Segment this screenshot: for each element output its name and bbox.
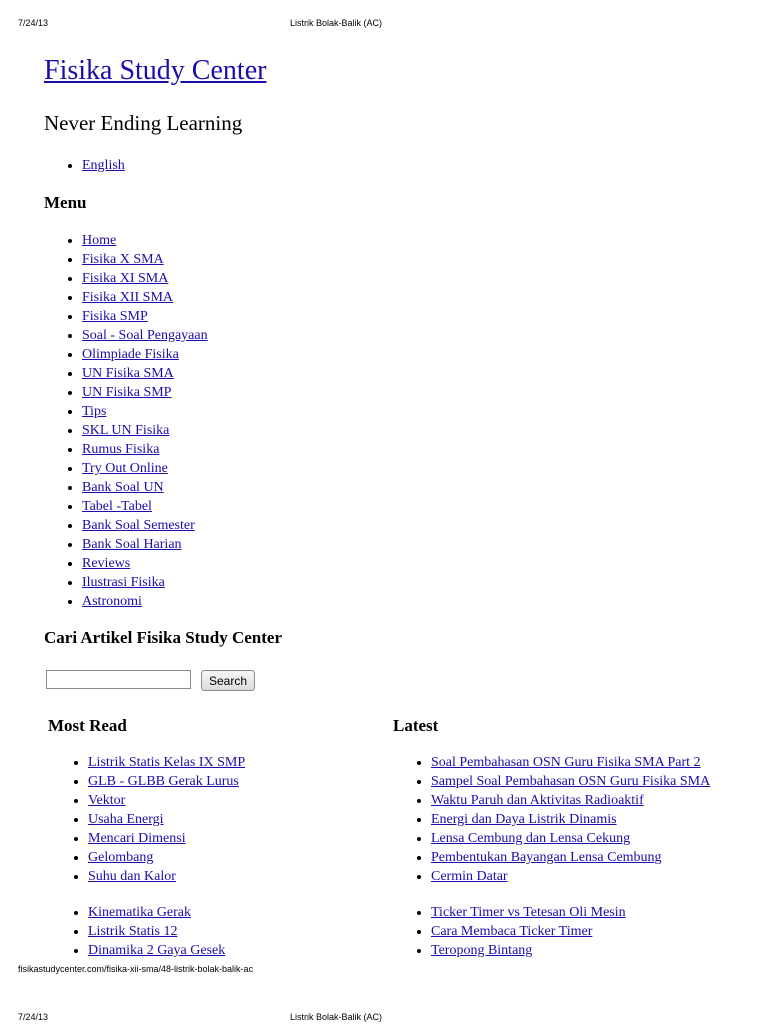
most-read-list-2 [68,903,225,960]
menu-item-link[interactable]: UN Fisika SMA [82,366,174,381]
menu-item-link[interactable]: Fisika XII SMA [82,290,174,305]
menu-item-link[interactable]: Fisika SMP [82,309,148,324]
list-item [82,402,208,421]
list-item [88,922,225,941]
menu-item-link[interactable]: Try Out Online [82,461,168,476]
menu-item-link[interactable]: Astronomi [82,594,142,609]
latest-list [411,753,710,886]
menu-item-link[interactable]: Tips [82,404,107,419]
menu-item-link[interactable]: Bank Soal Harian [82,537,182,552]
list-item [88,867,245,886]
list-item [82,288,208,307]
list-item [82,421,208,440]
list-item [88,941,225,960]
list-item [82,156,125,175]
list-item [82,250,208,269]
print-date: 7/24/13 [18,18,49,28]
list-item [431,810,710,829]
latest-item-link[interactable]: Cara Membaca Ticker Timer [431,924,593,939]
list-item [431,791,710,810]
list-item [431,922,626,941]
most-read-item-link[interactable]: Vektor [88,793,126,808]
most-read-item-link[interactable]: GLB - GLBB Gerak Lurus [88,774,239,789]
list-item [82,459,208,478]
print-footer-url: fisikastudycenter.com/fisika-xii-sma/48-listrik-bolak-balik-ac [18,964,254,974]
list-item [88,753,245,772]
language-link-english[interactable]: English [82,158,125,173]
menu-item-link[interactable]: Fisika X SMA [82,252,164,267]
list-item [431,753,710,772]
list-item [88,848,245,867]
search-heading: Cari Artikel Fisika Study Center [44,628,282,647]
latest-item-link[interactable]: Waktu Paruh dan Aktivitas Radioaktif [431,793,644,808]
list-item [431,903,626,922]
latest-item-link[interactable]: Ticker Timer vs Tetesan Oli Mesin [431,905,626,920]
most-read-item-link[interactable]: Listrik Statis 12 [88,924,178,939]
latest-item-link[interactable]: Cermin Datar [431,869,508,884]
latest-item-link[interactable]: Energi dan Daya Listrik Dinamis [431,812,617,827]
menu-list [62,231,208,611]
list-item [82,269,208,288]
list-item [431,848,710,867]
most-read-item-link[interactable]: Gelombang [88,850,154,865]
site-tagline: Never Ending Learning [44,111,243,135]
menu-item-link[interactable]: Fisika XI SMA [82,271,169,286]
latest-item-link[interactable]: Pembentukan Bayangan Lensa Cembung [431,850,662,865]
list-item [82,573,208,592]
list-item [82,497,208,516]
most-read-item-link[interactable]: Dinamika 2 Gaya Gesek [88,943,226,958]
list-item [88,810,245,829]
most-read-item-link[interactable]: Listrik Statis Kelas IX SMP [88,755,246,770]
menu-heading: Menu [44,193,87,212]
menu-item-link[interactable]: Bank Soal Semester [82,518,195,533]
list-item [82,326,208,345]
latest-item-link[interactable]: Lensa Cembung dan Lensa Cekung [431,831,631,846]
menu-item-link[interactable]: Soal - Soal Pengayaan [82,328,208,343]
print-title-bottom: Listrik Bolak-Balik (AC) [290,1012,383,1022]
list-item [82,478,208,497]
list-item [431,829,710,848]
menu-item-link[interactable]: Tabel -Tabel [82,499,152,514]
list-item [88,772,245,791]
search-input[interactable] [46,670,191,689]
menu-item-link[interactable]: UN Fisika SMP [82,385,172,400]
site-title-link[interactable]: Fisika Study Center [44,55,267,86]
latest-item-link[interactable]: Teropong Bintang [431,943,533,958]
latest-item-link[interactable]: Sampel Soal Pembahasan OSN Guru Fisika SMA [431,774,711,789]
list-item [82,592,208,611]
list-item [82,554,208,573]
menu-item-link[interactable]: Ilustrasi Fisika [82,575,165,590]
list-item [82,535,208,554]
list-item [431,941,626,960]
most-read-item-link[interactable]: Kinematika Gerak [88,905,192,920]
menu-item-link[interactable]: Rumus Fisika [82,442,160,457]
most-read-heading: Most Read [48,716,127,735]
site-title [44,55,266,87]
menu-item-link[interactable]: Bank Soal UN [82,480,164,495]
list-item [82,440,208,459]
most-read-item-link[interactable]: Suhu dan Kalor [88,869,176,884]
list-item [82,345,208,364]
list-item [82,307,208,326]
list-item [82,383,208,402]
list-item [82,231,208,250]
list-item [88,791,245,810]
language-list [62,156,125,175]
list-item [88,829,245,848]
latest-list-2 [411,903,626,960]
print-title: Listrik Bolak-Balik (AC) [290,18,383,28]
list-item [431,867,710,886]
menu-item-link[interactable]: Reviews [82,556,131,571]
menu-item-link[interactable]: Olimpiade Fisika [82,347,179,362]
list-item [82,364,208,383]
menu-item-link[interactable]: SKL UN Fisika [82,423,170,438]
most-read-item-link[interactable]: Mencari Dimensi [88,831,186,846]
search-button[interactable]: Search [201,670,255,691]
list-item [431,772,710,791]
latest-item-link[interactable]: Soal Pembahasan OSN Guru Fisika SMA Part 2 [431,755,701,770]
most-read-list [68,753,245,886]
list-item [82,516,208,535]
list-item [88,903,225,922]
print-date-bottom: 7/24/13 [18,1012,49,1022]
most-read-item-link[interactable]: Usaha Energi [88,812,164,827]
latest-heading: Latest [393,716,439,735]
menu-item-link[interactable]: Home [82,233,117,248]
